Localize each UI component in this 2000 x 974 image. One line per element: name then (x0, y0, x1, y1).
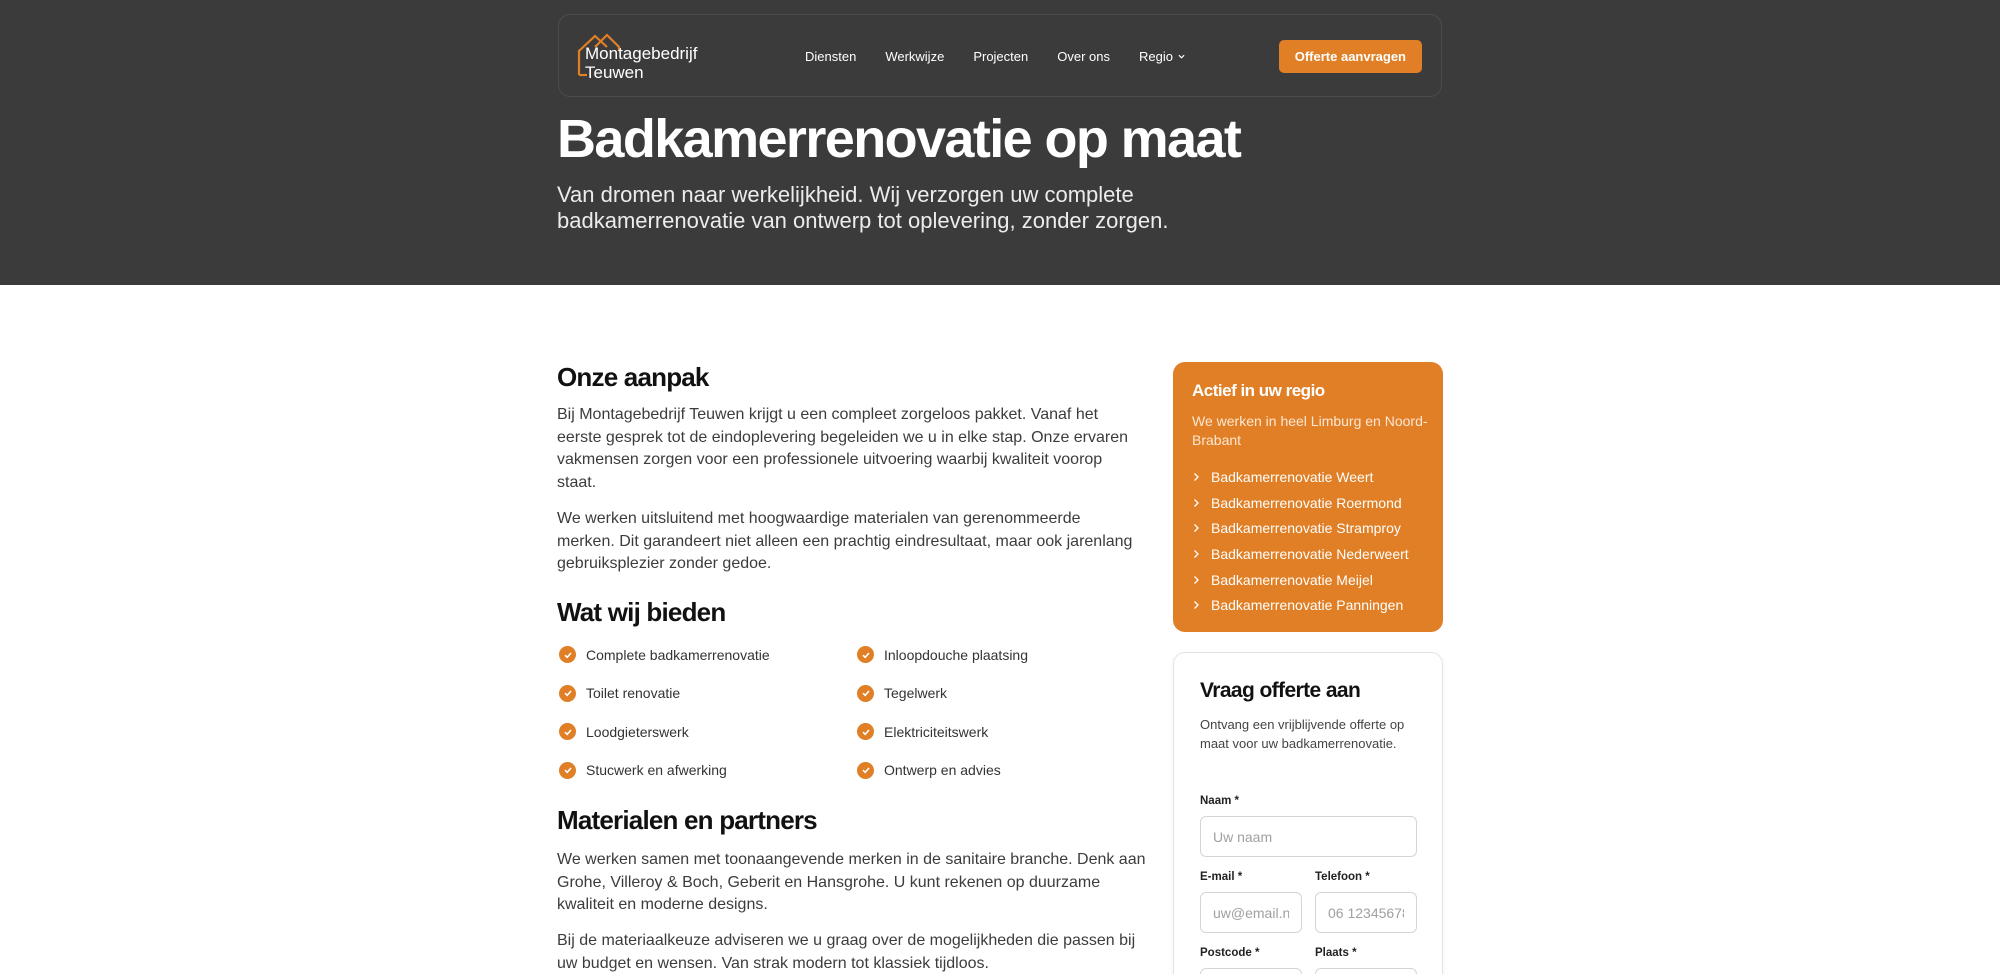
feature-label: Tegelwerk (884, 685, 948, 701)
region-link-meijel[interactable] (1192, 567, 1437, 593)
quote-form-card (1173, 652, 1443, 974)
email-input[interactable] (1200, 892, 1302, 933)
plaats-label: Plaats * (1315, 947, 1357, 959)
navbar (558, 14, 1442, 97)
hero-section (0, 0, 2000, 285)
postcode-label: Postcode * (1200, 947, 1260, 959)
hero-subtitle: Van dromen naar werkelijkheid. Wij verzorgen uw complete badkamerrenovatie van ontwerp tot oplevering, zonder zorgen. (557, 182, 1169, 233)
feature-label: Loodgieterswerk (586, 723, 689, 740)
offerte-aanvragen-button[interactable]: Offerte aanvragen (1279, 40, 1422, 73)
feature-item (557, 723, 689, 740)
check-icon (857, 762, 874, 779)
check-icon (559, 685, 576, 702)
chevron-right-icon (1192, 498, 1202, 508)
nav-link-over-ons[interactable]: Over ons (1057, 49, 1110, 64)
heading-wat-wij-bieden: Wat wij bieden (557, 597, 726, 627)
form-title: Vraag offerte aan (1200, 679, 1361, 702)
feature-item (855, 723, 988, 740)
telefoon-label: Telefoon * (1315, 871, 1370, 883)
chevron-right-icon (1192, 575, 1202, 585)
nav-link-projecten[interactable]: Projecten (973, 49, 1029, 64)
heading-materialen-en-partners: Materialen en partners (557, 805, 817, 835)
check-icon (559, 723, 576, 740)
feature-item (855, 646, 1028, 663)
feature-item (855, 685, 947, 702)
feature-item (855, 762, 1001, 779)
region-list (1192, 464, 1437, 618)
region-card (1173, 362, 1443, 632)
form-subtitle: Ontvang een vrijblijvende offerte op maat voor uw badkamerrenovatie. (1200, 717, 1405, 751)
heading-onze-aanpak: Onze aanpak (557, 362, 709, 392)
feature-item (557, 646, 770, 663)
postcode-input[interactable] (1200, 968, 1302, 974)
logo-text-line1: Montagebedrijf (585, 44, 698, 63)
telefoon-input[interactable] (1315, 892, 1417, 933)
region-link-panningen[interactable] (1192, 592, 1437, 618)
nav-links (805, 15, 1214, 98)
feature-list (557, 646, 1157, 806)
aanpak-paragraph-1: Bij Montagebedrijf Teuwen krijgt u een compleet zorgeloos pakket. Vanaf het eerste gesprek tot de eindoplevering begeleiden we u in elke stap. Onze ervaren vakmensen zorgen voor een professionele uitvoering waarbij kwaliteit voorop staat. (557, 406, 1129, 491)
region-link-nederweert[interactable] (1192, 541, 1437, 567)
feature-label: Elektriciteitswerk (884, 723, 989, 740)
region-link-label: Badkamerrenovatie Stramproy (1211, 520, 1401, 537)
feature-label: Ontwerp en advies (884, 762, 1001, 778)
nav-link-regio-label: Regio (1138, 49, 1173, 64)
region-link-label: Badkamerrenovatie Weert (1211, 468, 1374, 485)
aanpak-paragraph-2: We werken uitsluitend met hoogwaardige materialen van gerenommeerde merken. Dit garandeert niet alleen een prachtig eindresultaat, maar ook jarenlang gebruiksplezier zonder gedoe. (557, 510, 1133, 572)
feature-item (557, 762, 727, 779)
chevron-right-icon (1192, 549, 1202, 559)
materialen-paragraph-1: We werken samen met toonaangevende merken in de sanitaire branche. Denk aan Grohe, Villeroy & Boch, Geberit en Hansgrohe. U kunt rekenen op duurzame kwaliteit en moderne designs. (557, 851, 1146, 913)
naam-label: Naam * (1200, 795, 1239, 807)
nav-link-werkwijze[interactable]: Werkwijze (885, 49, 945, 64)
plaats-input[interactable] (1315, 968, 1417, 974)
region-link-stramproy[interactable] (1192, 515, 1437, 541)
chevron-right-icon (1192, 523, 1202, 533)
check-icon (559, 646, 576, 663)
region-link-label: Badkamerrenovatie Nederweert (1211, 545, 1409, 562)
region-link-label: Badkamerrenovatie Meijel (1211, 571, 1373, 588)
region-link-weert[interactable] (1192, 464, 1437, 490)
chevron-right-icon (1192, 472, 1202, 482)
feature-item (557, 685, 680, 702)
chevron-down-icon (1178, 53, 1185, 60)
email-label: E-mail * (1200, 871, 1243, 883)
feature-label: Stucwerk en afwerking (586, 762, 727, 778)
nav-link-regio[interactable] (1139, 49, 1185, 64)
feature-label: Inloopdouche plaatsing (884, 646, 1029, 663)
feature-label: Toilet renovatie (586, 685, 681, 701)
check-icon (559, 762, 576, 779)
check-icon (857, 685, 874, 702)
check-icon (857, 723, 874, 740)
region-link-label: Badkamerrenovatie Roermond (1211, 494, 1402, 511)
region-link-label: Badkamerrenovatie Panningen (1211, 597, 1404, 614)
region-title: Actief in uw regio (1192, 381, 1325, 400)
naam-input[interactable] (1200, 816, 1417, 857)
region-subtitle: We werken in heel Limburg en Noord-Brabant (1192, 413, 1428, 448)
logo[interactable] (577, 27, 707, 87)
nav-link-diensten[interactable]: Diensten (805, 49, 857, 64)
feature-label: Complete badkamerrenovatie (586, 646, 770, 663)
check-icon (857, 646, 874, 663)
region-link-roermond[interactable] (1192, 490, 1437, 516)
page-title: Badkamerrenovatie op maat (557, 109, 1241, 169)
materialen-paragraph-2: Bij de materiaalkeuze adviseren we u graag over de mogelijkheden die passen bij uw budget en wensen. Van strak modern tot klassiek tijdloos. (557, 932, 1136, 972)
chevron-right-icon (1192, 600, 1202, 610)
logo-text-line2: Teuwen (585, 63, 644, 82)
